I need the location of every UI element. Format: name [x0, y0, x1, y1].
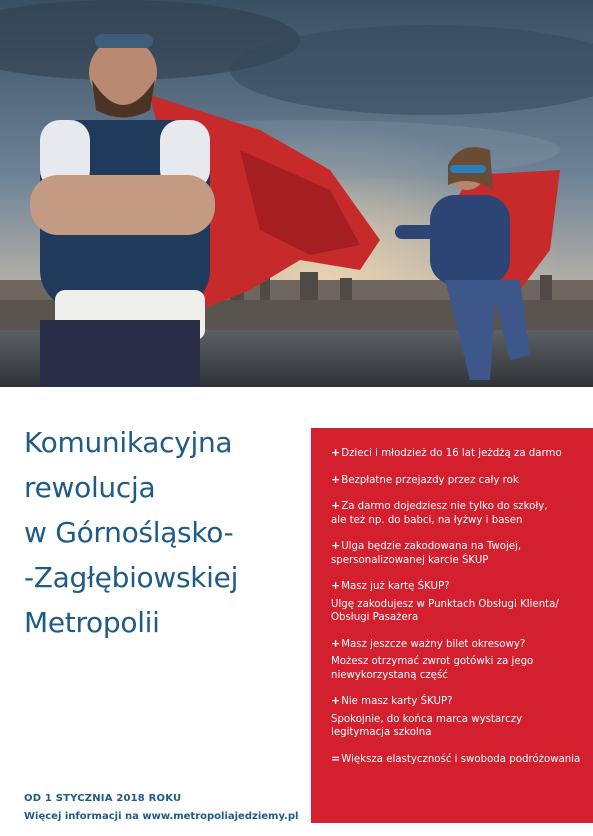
hero-photo	[0, 0, 593, 387]
plus-icon: +	[331, 539, 341, 552]
benefit-item	[331, 539, 589, 567]
equals-icon: =	[331, 751, 341, 765]
plus-icon: +	[331, 472, 341, 486]
benefit-text: Nie masz karty ŚKUP?	[341, 696, 453, 707]
benefit-item	[331, 446, 589, 461]
benefit-item	[331, 473, 589, 488]
headline-line: rewolucja	[24, 471, 156, 504]
benefit-item	[331, 694, 589, 740]
benefit-head	[331, 499, 589, 514]
benefit-detail: Spokojnie, do końca marca wystarczy legitymacja szkolna	[331, 713, 523, 738]
benefits-list	[331, 446, 589, 778]
headline-line: -Zagłębiowskiej	[24, 561, 239, 594]
plus-icon: +	[331, 446, 341, 459]
benefit-text: Za darmo dojedziesz nie tylko do szkoły,	[341, 501, 548, 512]
more-info-link[interactable]: Więcej informacji na www.metropoliajedziemy.pl	[24, 811, 299, 822]
plus-icon: +	[331, 579, 341, 592]
benefit-text: Masz jeszcze ważny bilet okresowy?	[341, 638, 526, 650]
benefit-head	[331, 473, 589, 488]
benefit-text: Masz już kartę ŚKUP?	[341, 581, 450, 592]
benefit-head	[331, 446, 589, 461]
benefit-text: Bezpłatne przejazdy przez cały rok	[341, 474, 519, 486]
benefit-item	[331, 752, 589, 767]
benefit-item	[331, 579, 589, 625]
headline	[24, 420, 294, 645]
benefit-item	[331, 637, 589, 683]
start-date: OD 1 STYCZNIA 2018 ROKU	[24, 793, 182, 804]
benefit-head	[331, 579, 589, 594]
headline-line: Metropolii	[24, 606, 160, 639]
benefit-item	[331, 499, 589, 527]
benefit-head	[331, 539, 589, 554]
headline-line: Komunikacyjna	[24, 426, 233, 459]
benefit-text: Dzieci i młodzież do 16 lat jeżdżą za darmo	[341, 448, 562, 459]
headline-line: w Górnośląsko-	[24, 516, 234, 549]
benefit-text-continued: ale też np. do babci, na łyżwy i basen	[331, 514, 523, 526]
plus-icon: +	[331, 499, 341, 512]
benefit-detail: Ulgę zakodujesz w Punktach Obsługi Klienta/ Obsługi Pasażera	[331, 598, 559, 623]
benefit-text: Ulga będzie zakodowana na Twojej,	[341, 541, 522, 552]
plus-icon: +	[331, 694, 341, 707]
benefit-head	[331, 637, 589, 652]
benefit-head	[331, 694, 589, 709]
benefit-text: Większa elastyczność i swoboda podróżowania	[341, 753, 581, 765]
benefits-panel	[311, 428, 593, 823]
benefit-head	[331, 752, 589, 767]
benefit-text-continued: spersonalizowanej karcie ŚKUP	[331, 554, 489, 566]
benefit-detail: Możesz otrzymać zwrot gotówki za jego niewykorzystaną część	[331, 656, 534, 681]
plus-icon: +	[331, 636, 341, 650]
